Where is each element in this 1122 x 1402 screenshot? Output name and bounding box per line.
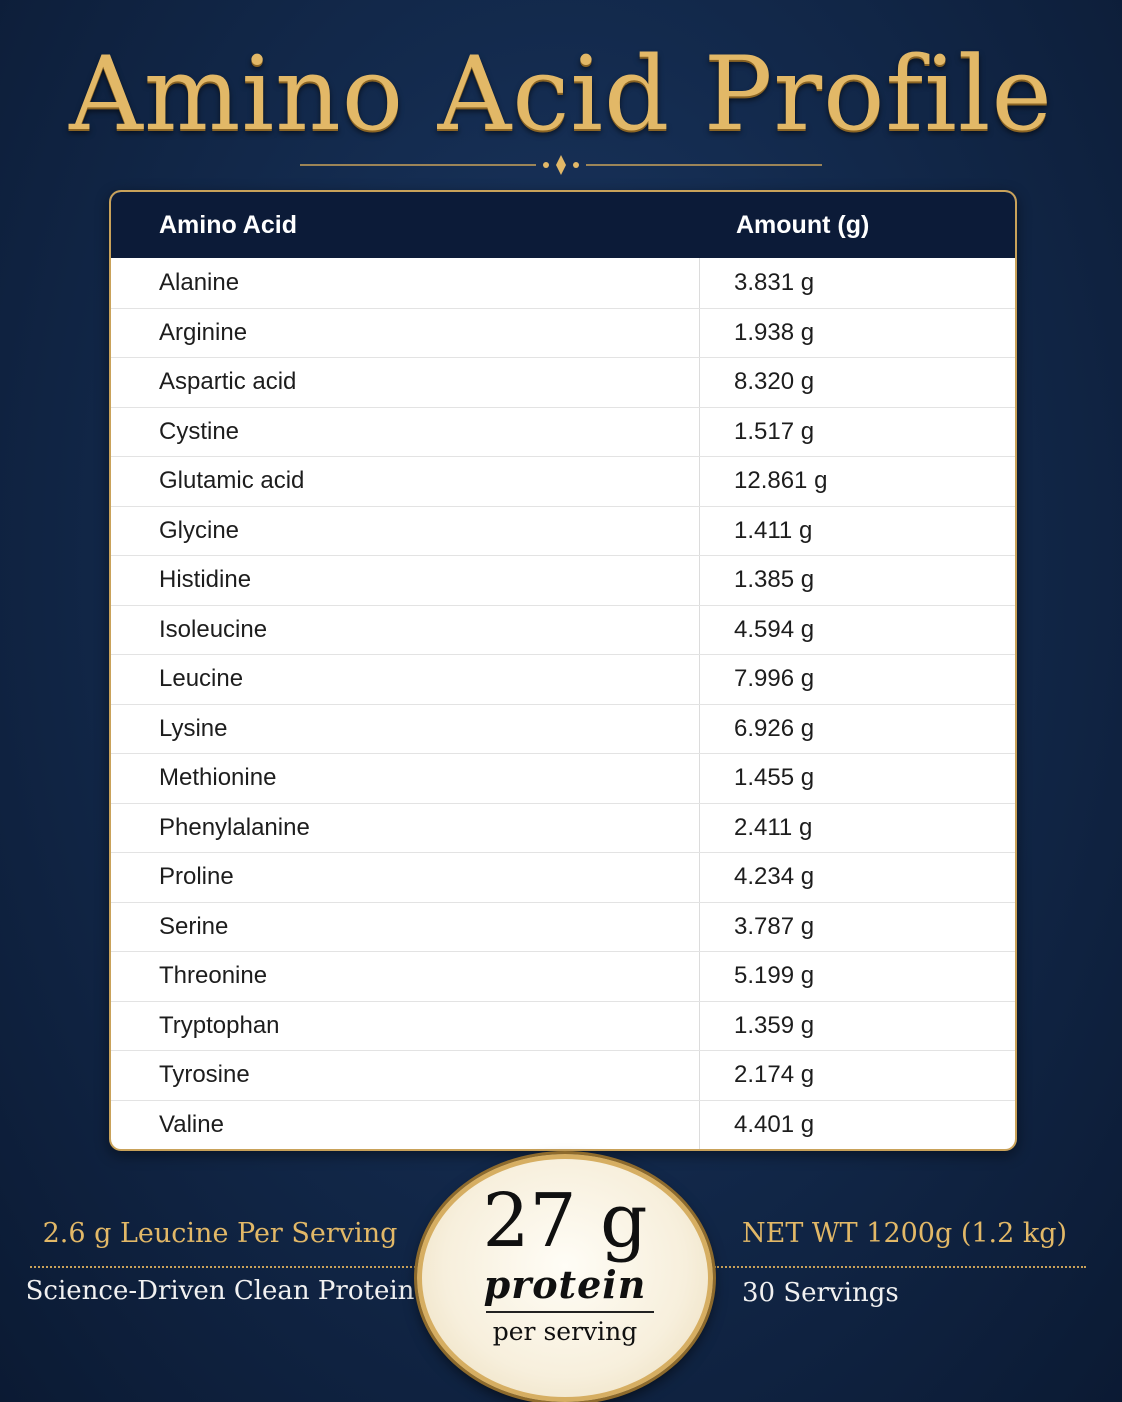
amino-acid-table — [109, 190, 1017, 1151]
table-row — [111, 506, 1015, 556]
table-row — [111, 1050, 1015, 1100]
protein-amount: 27 g — [482, 1178, 648, 1264]
amino-acid-amount: 6.926 g — [734, 714, 815, 742]
dotted-divider-right — [714, 1266, 1086, 1268]
net-weight: NET WT 1200g (1.2 kg) — [742, 1218, 1068, 1249]
amino-acid-amount: 3.787 g — [734, 912, 815, 940]
dotted-divider-left — [30, 1266, 420, 1268]
table-row — [111, 1100, 1015, 1150]
amino-acid-name: Threonine — [111, 952, 700, 1001]
amino-acid-amount: 8.320 g — [734, 368, 815, 396]
amino-acid-name: Histidine — [111, 556, 700, 605]
amino-acid-name: Valine — [111, 1101, 700, 1150]
amino-acid-name: Glutamic acid — [111, 457, 700, 506]
table-row — [111, 258, 1015, 308]
amino-acid-name: Arginine — [111, 309, 700, 358]
amino-acid-name: Tryptophan — [111, 1002, 700, 1051]
table-row — [111, 1001, 1015, 1051]
amino-acid-amount: 4.401 g — [734, 1110, 815, 1138]
table-row — [111, 605, 1015, 655]
table-row — [111, 704, 1015, 754]
amino-acid-amount: 4.234 g — [734, 863, 815, 891]
per-serving-label: per serving — [492, 1317, 638, 1346]
header-amount: Amount (g) — [736, 210, 870, 239]
protein-word: protein — [483, 1262, 647, 1307]
amino-acid-name: Alanine — [111, 258, 700, 308]
table-row — [111, 555, 1015, 605]
table-header — [111, 192, 1015, 258]
amino-acid-amount: 4.594 g — [734, 615, 815, 643]
amino-acid-name: Aspartic acid — [111, 358, 700, 407]
amino-acid-amount: 1.455 g — [734, 764, 815, 792]
amino-acid-amount: 12.861 g — [734, 467, 828, 495]
protein-badge — [417, 1154, 713, 1402]
amino-acid-name: Lysine — [111, 705, 700, 754]
amino-acid-name: Leucine — [111, 655, 700, 704]
amino-acid-amount: 1.411 g — [734, 516, 813, 544]
table-row — [111, 456, 1015, 506]
page-title: Amino Acid Profile — [69, 35, 1053, 154]
amino-acid-amount: 3.831 g — [734, 268, 815, 296]
table-body — [111, 258, 1015, 1149]
amino-acid-name: Isoleucine — [111, 606, 700, 655]
amino-acid-name: Serine — [111, 903, 700, 952]
amino-acid-name: Cystine — [111, 408, 700, 457]
table-row — [111, 852, 1015, 902]
amino-acid-amount: 5.199 g — [734, 962, 815, 990]
table-row — [111, 654, 1015, 704]
table-row — [111, 357, 1015, 407]
amino-acid-amount: 1.385 g — [734, 566, 815, 594]
amino-acid-name: Phenylalanine — [111, 804, 700, 853]
tagline: Science-Driven Clean Protein — [25, 1276, 415, 1306]
servings-count: 30 Servings — [742, 1278, 899, 1308]
table-row — [111, 951, 1015, 1001]
amino-acid-amount: 1.938 g — [734, 318, 815, 346]
table-row — [111, 308, 1015, 358]
amino-acid-amount: 1.359 g — [734, 1011, 815, 1039]
amino-acid-amount: 7.996 g — [734, 665, 815, 693]
amino-acid-name: Methionine — [111, 754, 700, 803]
amino-acid-name: Glycine — [111, 507, 700, 556]
divider-ornament — [300, 152, 822, 178]
header-amino-acid: Amino Acid — [159, 210, 297, 239]
amino-acid-amount: 1.517 g — [734, 417, 815, 445]
amino-acid-name: Proline — [111, 853, 700, 902]
table-row — [111, 902, 1015, 952]
amino-acid-amount: 2.411 g — [734, 813, 813, 841]
amino-acid-amount: 2.174 g — [734, 1061, 815, 1089]
leucine-per-serving: 2.6 g Leucine Per Serving — [42, 1218, 398, 1249]
badge-rule — [486, 1311, 654, 1313]
table-row — [111, 753, 1015, 803]
amino-acid-name: Tyrosine — [111, 1051, 700, 1100]
table-row — [111, 407, 1015, 457]
table-row — [111, 803, 1015, 853]
